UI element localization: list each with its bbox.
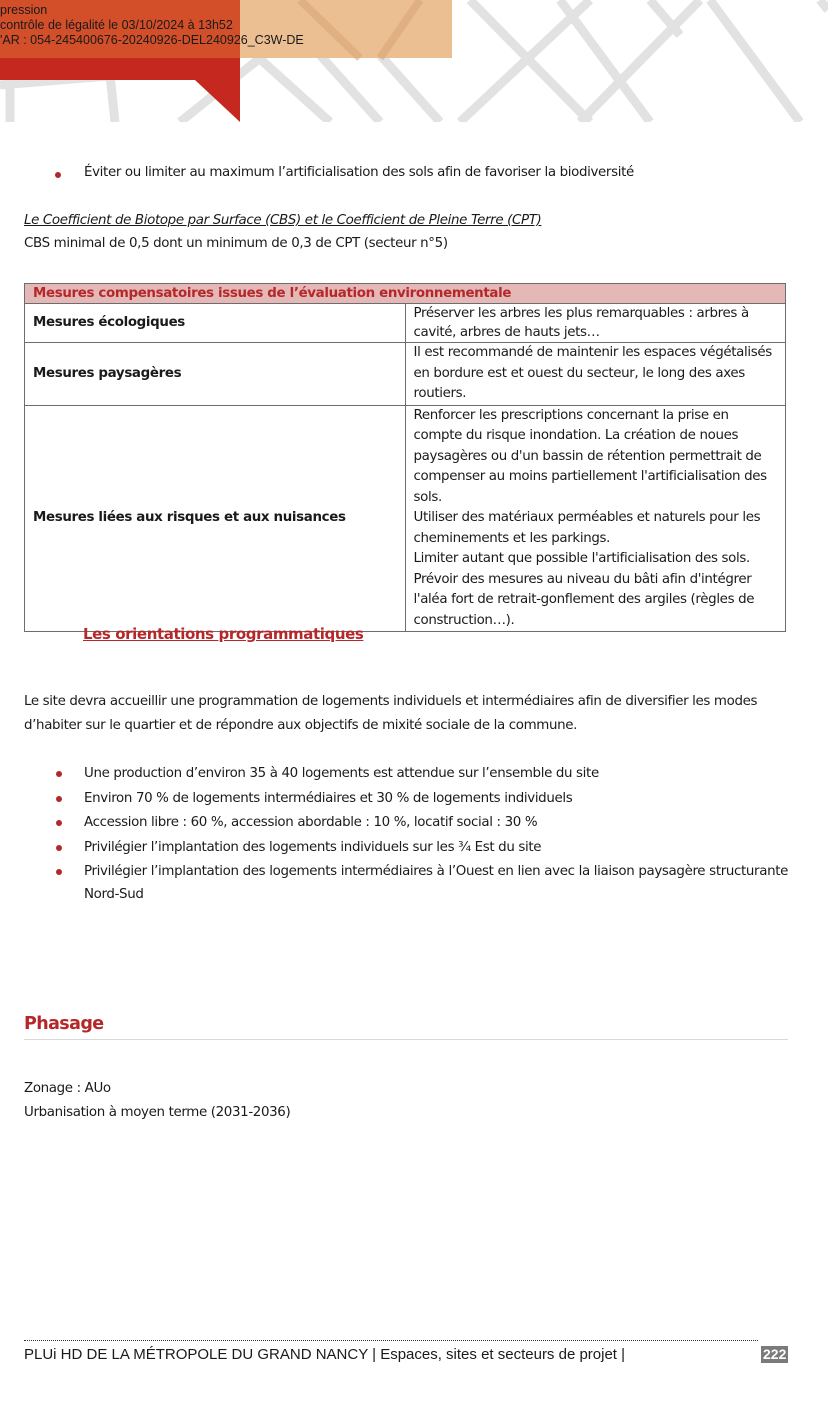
row-label: Mesures liées aux risques et aux nuisances [25,405,406,632]
section-divider [24,1039,788,1040]
intro-bullet-text: Éviter ou limiter au maximum l’artificialisation des sols afin de favoriser la biodiversité [84,165,634,180]
table-row [25,405,786,632]
table-row [25,343,786,406]
footer-dotted-rule [24,1340,758,1341]
row-content: Préserver les arbres les plus remarquables : arbres à cavité, arbres de hauts jets… [405,304,786,343]
table-header-cell: Mesures compensatoires issues de l’évaluation environnementale [25,284,786,304]
list-item-text: Accession libre : 60 %, accession abordable : 10 %, locatif social : 30 % [84,815,538,830]
page-number: 222 [763,1346,787,1362]
row-label: Mesures paysagères [25,343,406,406]
list-item-text: Privilégier l’implantation des logements intermédiaires à l’Ouest en lien avec la liaison paysagère structurante Nord-Sud [84,864,788,902]
row-label: Mesures écologiques [25,304,406,343]
bullet-icon [56,869,62,875]
list-item [24,762,788,785]
table-row [25,304,786,343]
stamp-line: 'AR : 054-245400676-20240926-DEL240926_C3W-DE [0,33,304,47]
stamp-line: contrôle de légalité le 03/10/2024 à 13h52 [0,18,233,32]
zonage-text: Zonage : AUo [24,1081,111,1096]
orientations-paragraph: Le site devra accueillir une programmation de logements individuels et intermédiaires afin de diversifier les modes d’habiter sur le quartier et de répondre aux objectifs de mixité sociale de la commune. [24,694,758,733]
cbs-text: CBS minimal de 0,5 dont un minimum de 0,3 de CPT (secteur n°5) [24,236,448,251]
urbanisation-text: Urbanisation à moyen terme (2031-2036) [24,1105,291,1120]
page-header-banner [0,0,828,122]
measure-line: Renforcer les prescriptions concernant la prise en compte du risque inondation. La création de noues paysagères ou d'un bassin de rétention permettrait de compenser au moins partiellement l'artificialisation des sols. [413,407,767,505]
bullet-icon [55,172,61,178]
phasage-title: Phasage [24,1014,104,1034]
bullet-icon [56,845,62,851]
row-content [405,405,786,632]
cbs-title: Le Coefficient de Biotope par Surface (CBS) et le Coefficient de Pleine Terre (CPT) [24,213,542,228]
list-item [24,787,788,810]
footer-text: PLUi HD DE LA MÉTROPOLE DU GRAND NANCY | Espaces, sites et secteurs de projet | [24,1346,626,1363]
stamp-line: pression [0,3,48,17]
legality-stamp [0,3,304,48]
bullet-icon [56,796,62,802]
measure-line: Utiliser des matériaux perméables et naturels pour les cheminements et les parkings. [413,510,761,546]
table-header-row [25,284,786,304]
orientations-title: Les orientations programmatiques [83,625,364,643]
list-item-text: Privilégier l’implantation des logements individuels sur les ¾ Est du site [84,839,542,855]
bullet-icon [56,820,62,826]
list-item [24,811,788,834]
bullet-icon [56,771,62,777]
row-content: Il est recommandé de maintenir les espaces végétalisés en bordure est et ouest du secteur, le long des axes routiers. [405,343,786,406]
list-item [24,836,788,859]
list-item-text: Une production d’environ 35 à 40 logements est attendue sur l’ensemble du site [84,766,599,781]
measure-line: Limiter autant que possible l'artificialisation des sols. [413,551,750,566]
list-item [24,860,788,906]
measure-line: Prévoir des mesures au niveau du bâti afin d'intégrer l'aléa fort de retrait-gonflement des argiles (règles de construction…). [413,571,755,628]
mesures-compensatoires-table [24,283,786,632]
list-item-text: Environ 70 % de logements intermédiaires et 30 % de logements individuels [84,790,573,806]
orientations-list [24,762,788,908]
